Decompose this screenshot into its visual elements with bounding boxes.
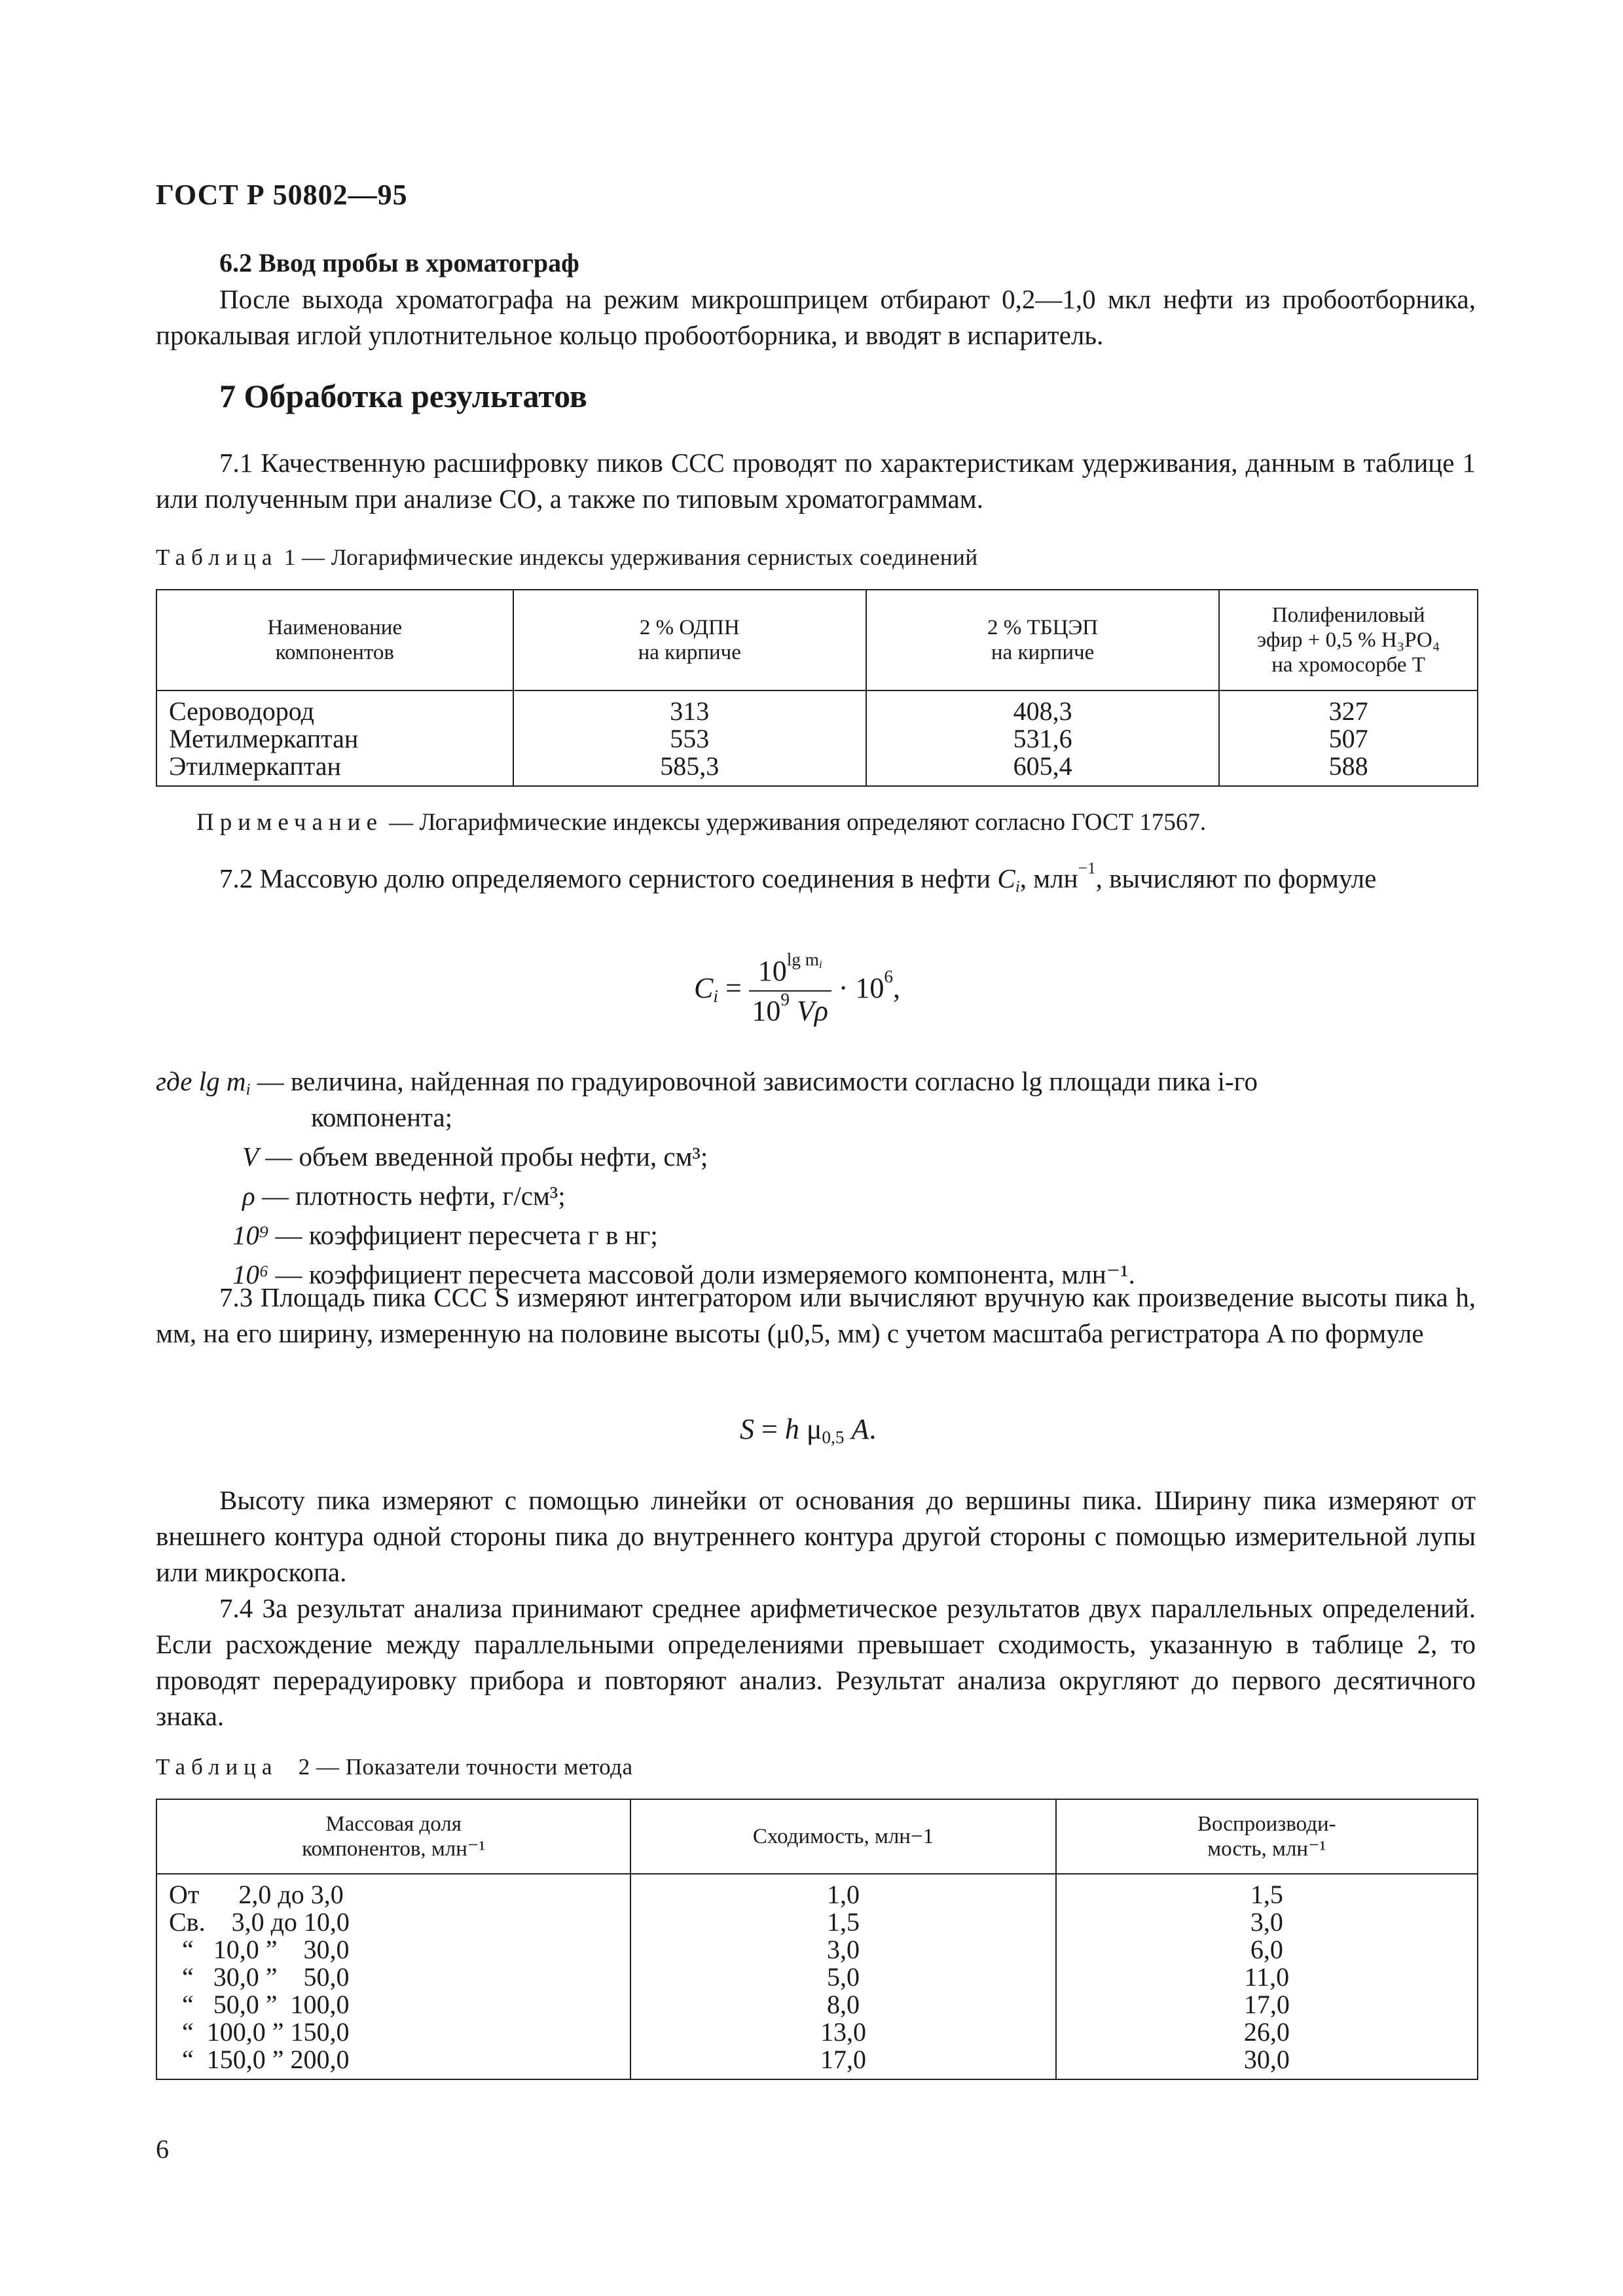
f1-num-base: 10 bbox=[757, 955, 787, 987]
table-2-cell: “ 100,0 ” 150,0 bbox=[156, 2018, 630, 2046]
table-1-caption-word: Таблица bbox=[156, 545, 278, 570]
table1-header-2 bbox=[866, 590, 1219, 691]
definition-symbol-sub: i bbox=[246, 1080, 251, 1099]
table-2-row bbox=[156, 2018, 1478, 2046]
table-1-cell: 605,4 bbox=[866, 753, 1219, 786]
table-2-row bbox=[156, 1964, 1478, 1991]
f1-denominator bbox=[749, 989, 831, 1028]
table-1-cell: Метилмеркаптан bbox=[156, 725, 513, 753]
f1-num-exp-sub: i bbox=[819, 958, 822, 971]
p72-var-sub: i bbox=[1015, 877, 1020, 896]
table-1-row bbox=[156, 725, 1478, 753]
table-1-caption-text: 1 — Логарифмические индексы удерживания сернистых соединений bbox=[283, 545, 978, 570]
table-2-cell: 1,5 bbox=[630, 1909, 1055, 1936]
table-2-cell: 1,5 bbox=[1056, 1874, 1478, 1909]
table1-header-line: на кирпиче bbox=[991, 641, 1095, 664]
table1-header-line: 2 % ТБЦЭП bbox=[987, 616, 1099, 639]
table-2-cell: 1,0 bbox=[630, 1874, 1055, 1909]
section-6-2-text: После выхода хроматографа на режим микрошприцем отбирают 0,2—1,0 мкл нефти из пробоотборника, прокалывая иглой уплотнительное кольцо пробоотборника, и вводят в испаритель. bbox=[156, 284, 1476, 350]
table-1-cell: Этилмеркаптан bbox=[156, 753, 513, 786]
definition-symbol: ρ bbox=[242, 1181, 255, 1211]
table-1-cell: 531,6 bbox=[866, 725, 1219, 753]
f1-dot: · bbox=[838, 972, 856, 1005]
table-2-cell: От 2,0 до 3,0 bbox=[156, 1874, 630, 1909]
table-1-cell: 553 bbox=[513, 725, 866, 753]
table-2-cell: 30,0 bbox=[1056, 2046, 1478, 2079]
note-word: Примечание bbox=[196, 809, 383, 836]
table1-header-line: 2 % ОДПН bbox=[639, 616, 740, 639]
table-1-cell: 408,3 bbox=[866, 691, 1219, 725]
table-2-cell: 6,0 bbox=[1056, 1936, 1478, 1964]
f2-eq: = bbox=[754, 1413, 785, 1445]
table-1-cell: 507 bbox=[1219, 725, 1478, 753]
paragraph-7-4: 7.4 За результат анализа принимают среднее арифметическое результатов двух параллельных определений. Если расхождение между параллельными определениями превышает сходимость, указанную в таблице 2, то проводят перерадуировку прибора и повторяют анализ. Результат анализа округляют до первого десятичного знака. bbox=[156, 1593, 1476, 1731]
p72-text-a: 7.2 Массовую долю определяемого сернистого соединения в нефти bbox=[219, 863, 998, 893]
table-2-body bbox=[156, 1874, 1478, 2079]
paragraph-7-3: 7.3 Площадь пика ССС S измеряют интегратором или вычисляют вручную как произведение высоты пика h, мм, на его ширину, измеренную на половине высоты (μ0,5, мм) с учетом масштаба регистратора A по формуле bbox=[156, 1282, 1476, 1348]
table-1-note bbox=[196, 808, 1206, 836]
table-2-cell: “ 10,0 ” 30,0 bbox=[156, 1936, 630, 1964]
table-2-cell: “ 50,0 ” 100,0 bbox=[156, 1991, 630, 2018]
table-2-row bbox=[156, 2046, 1478, 2079]
f1-den-exp: 9 bbox=[780, 989, 790, 1009]
table2-header-0 bbox=[156, 1799, 630, 1874]
table-2-caption bbox=[156, 1754, 633, 1780]
page-number: 6 bbox=[156, 2134, 169, 2164]
definition-line bbox=[156, 1064, 1258, 1100]
definition-text: — плотность нефти, г/см³; bbox=[255, 1181, 566, 1211]
table-1-header-row bbox=[156, 590, 1478, 691]
table-1-row bbox=[156, 691, 1478, 725]
definition-line bbox=[311, 1100, 452, 1136]
table-1-body bbox=[156, 691, 1478, 786]
table-2-row bbox=[156, 1991, 1478, 2018]
table-1-cell: 585,3 bbox=[513, 753, 866, 786]
table-2-cell: 5,0 bbox=[630, 1964, 1055, 1991]
definition-text: — величина, найденная по градуировочной зависимости согласно lg площади пика i-го bbox=[250, 1066, 1258, 1096]
definition-symbol: V bbox=[242, 1141, 259, 1172]
formula-peak-area bbox=[740, 1412, 876, 1446]
definition-line bbox=[242, 1178, 566, 1214]
table2-header-line: компонентов, млн⁻¹ bbox=[302, 1837, 486, 1861]
section-6-2-title: 6.2 Ввод пробы в хроматограф bbox=[219, 248, 579, 278]
f2-mu: μ bbox=[799, 1413, 822, 1445]
formula-mass-fraction bbox=[694, 949, 900, 1028]
section-7-title: 7 Обработка результатов bbox=[219, 378, 587, 414]
table1-header-0 bbox=[156, 590, 513, 691]
table-2-row bbox=[156, 1874, 1478, 1909]
table1-header-line: компонентов bbox=[275, 641, 394, 664]
table-2 bbox=[156, 1799, 1478, 2080]
p72-text-b: , млн bbox=[1019, 863, 1078, 893]
table1-header-1 bbox=[513, 590, 866, 691]
f1-den-rest: Vρ bbox=[790, 995, 829, 1027]
definition-text: — коэффициент пересчета г в нг; bbox=[268, 1220, 658, 1250]
definition-line bbox=[232, 1217, 658, 1253]
table2-header-line: Сходимость, млн−1 bbox=[752, 1825, 934, 1848]
table2-header-2 bbox=[1056, 1799, 1478, 1874]
table1-header-line: на хромосорбе Т bbox=[1271, 653, 1425, 677]
table-2-caption-text: — Показатели точности метода bbox=[310, 1754, 633, 1780]
f1-lhs: C bbox=[694, 972, 714, 1005]
table1-header-3 bbox=[1219, 590, 1478, 691]
table-1-cell: Сероводород bbox=[156, 691, 513, 725]
document-header: ГОСТ Р 50802—95 bbox=[156, 179, 408, 211]
table1-header-line: на кирпиче bbox=[638, 641, 741, 664]
definition-text: компонента; bbox=[311, 1102, 453, 1132]
table-2-cell: “ 30,0 ” 50,0 bbox=[156, 1964, 630, 1991]
table-1-row bbox=[156, 753, 1478, 786]
table-2-cell: 11,0 bbox=[1056, 1964, 1478, 1991]
table2-header-line: Воспроизводи- bbox=[1197, 1812, 1336, 1836]
definition-text: — коэффициент пересчета массовой доли измеряемого компонента, млн⁻¹. bbox=[268, 1259, 1135, 1289]
table2-header-1 bbox=[630, 1799, 1055, 1874]
p72-var: C bbox=[997, 863, 1015, 893]
table-2-cell: 3,0 bbox=[1056, 1909, 1478, 1936]
f1-mult-base: 10 bbox=[855, 972, 884, 1005]
paragraph-7-2 bbox=[156, 861, 1476, 897]
p72-unit-sup: −1 bbox=[1078, 859, 1096, 878]
f2-mu-sub: 0,5 bbox=[822, 1427, 845, 1447]
definition-symbol: 10⁹ bbox=[232, 1220, 269, 1250]
table-1-cell: 327 bbox=[1219, 691, 1478, 725]
table-1-cell: 313 bbox=[513, 691, 866, 725]
f1-numerator bbox=[749, 949, 831, 992]
f1-fraction bbox=[749, 949, 831, 1028]
table-1-caption bbox=[156, 545, 978, 571]
table-2-cell: 8,0 bbox=[630, 1991, 1055, 2018]
definition-line bbox=[242, 1139, 708, 1175]
table-2-row bbox=[156, 1909, 1478, 1936]
paragraph-7-3-measure: Высоту пика измеряют с помощью линейки от основания до вершины пика. Ширину пика измеряют от внешнего контура одной стороны пика до внутреннего контура другой стороны с помощью измерительной лупы или микроскопа. bbox=[156, 1485, 1476, 1587]
paragraph-7-1: 7.1 Качественную расшифровку пиков ССС проводят по характеристикам удерживания, данным в таблице 1 или полученным при анализе СО, а также по типовым хроматограммам. bbox=[156, 448, 1476, 514]
f1-end: , bbox=[893, 972, 900, 1005]
table-1-cell: 588 bbox=[1219, 753, 1478, 786]
f1-lhs-sub: i bbox=[713, 986, 718, 1006]
f1-num-exp: lg m bbox=[786, 949, 819, 969]
table1-header-line: Полифениловый bbox=[1271, 603, 1425, 627]
f2-h: h bbox=[784, 1413, 799, 1445]
table-2-cell: 3,0 bbox=[630, 1936, 1055, 1964]
table-2-cell: 17,0 bbox=[630, 2046, 1055, 2079]
table1-header-line: эфир + 0,5 % Н₃РО₄ bbox=[1256, 628, 1440, 652]
definition-text: — объем введенной пробы нефти, см³; bbox=[259, 1141, 708, 1172]
p72-text-c: , вычисляют по формуле bbox=[1095, 863, 1377, 893]
f2-a: A bbox=[844, 1413, 869, 1445]
table-2-cell: Св. 3,0 до 10,0 bbox=[156, 1909, 630, 1936]
f2-end: . bbox=[869, 1413, 877, 1445]
f1-den-base: 10 bbox=[752, 995, 781, 1027]
table-2-row bbox=[156, 1936, 1478, 1964]
table-2-caption-num: 2 bbox=[298, 1754, 310, 1780]
f1-mult-exp: 6 bbox=[884, 966, 893, 986]
f1-eq: = bbox=[718, 972, 749, 1005]
table-1 bbox=[156, 589, 1478, 787]
f2-lhs: S bbox=[740, 1413, 754, 1445]
table2-header-line: мость, млн⁻¹ bbox=[1207, 1837, 1326, 1861]
table-2-cell: 26,0 bbox=[1056, 2018, 1478, 2046]
table2-header-line: Массовая доля bbox=[325, 1812, 462, 1836]
definition-symbol: где lg m bbox=[156, 1066, 246, 1096]
table-2-cell: 17,0 bbox=[1056, 1991, 1478, 2018]
table-2-caption-word: Таблица bbox=[156, 1754, 278, 1780]
table-2-header-row bbox=[156, 1799, 1478, 1874]
note-text: — Логарифмические индексы удерживания определяют согласно ГОСТ 17567. bbox=[383, 809, 1207, 836]
table-2-cell: “ 150,0 ” 200,0 bbox=[156, 2046, 630, 2079]
table-2-cell: 13,0 bbox=[630, 2018, 1055, 2046]
table1-header-line: Наименование bbox=[267, 616, 403, 639]
definition-symbol: 10⁶ bbox=[232, 1259, 269, 1289]
